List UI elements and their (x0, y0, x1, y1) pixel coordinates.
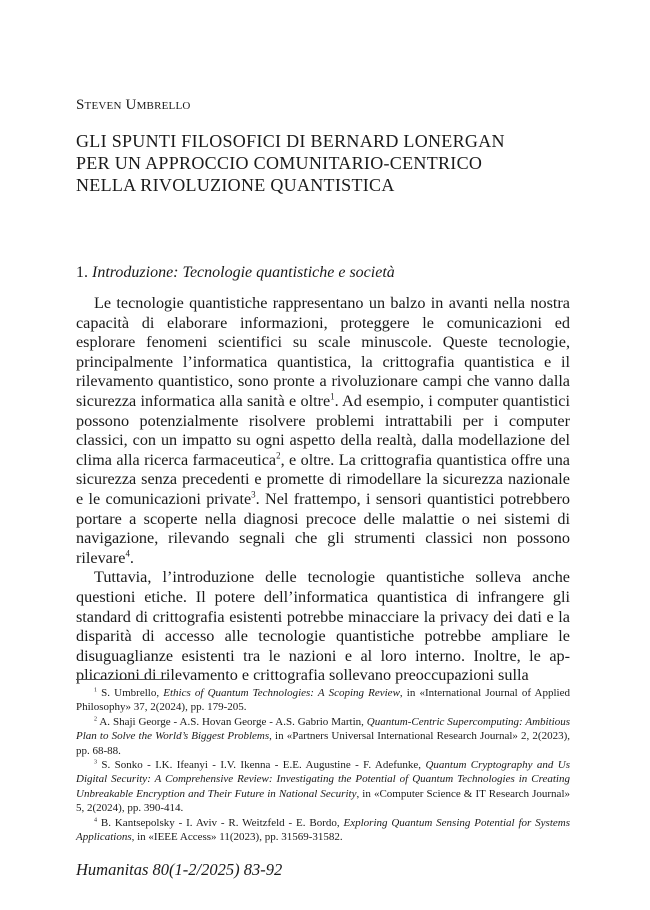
footnote-authors: B. Kantsepolsky - I. Aviv - R. Weitzfeld - E. Bordo, (100, 816, 344, 829)
footnote-work-title: Quantum Cryptography and Us Digital Security: A Comprehensive Review: Investigating the Potential of Quantum Technologies in Creating Unbreakable Encryption and Their Future in National Security (76, 759, 571, 800)
footnote-ref[interactable]: 2 (276, 450, 281, 461)
footnote-source: , in «International Journal of Applied Philosophy» 37, 2(2024), pp. 179-205. (76, 687, 570, 714)
footnote (76, 686, 570, 715)
section-number: 1. (76, 264, 88, 281)
paragraph-text: . (129, 548, 134, 567)
paragraph-text: Le tecnologie quantistiche rappresentano un balzo in avanti nella nostra capacità di elaborare informazioni, proteggere le comunicazioni ed esplorare fenomeni scientifici su scale minuscole. Queste tecnologie, principalmente l’informatica quantistica, la crittografia quantistica e il rilevamento quantistico, sono pronte a rivoluzionare campi che vanno dalla sicurezza informatica alla sanità e oltre (76, 294, 570, 410)
title-line: NELLA RIVOLUZIONE QUANTISTICA (76, 175, 395, 195)
footnote-ref[interactable]: 1 (330, 391, 335, 402)
footnote-ref[interactable]: 4 (125, 548, 130, 559)
footnote (76, 816, 570, 845)
footnote-source: , in «Computer Science & IT Research Journal» 5, 2(2024), pp. 390-414. (76, 787, 570, 815)
footnote-number: 3 (94, 759, 98, 766)
footnote (76, 758, 570, 816)
title-line: GLI SPUNTI FILOSOFICI DI BERNARD LONERGAN (76, 131, 505, 151)
footnote-source: , in «Partners Universal International Research Journal» 2, 2(2023), pp. 68-88. (76, 730, 570, 757)
title-line: PER UN APPROCCIO COMUNITARIO-CENTRICO (76, 153, 483, 173)
footnote-divider (76, 679, 170, 680)
paragraph (76, 294, 570, 568)
footnote-work-title: Quantum-Centric Supercomputing: Ambitious Plan to Solve the World’s Biggest Problems (76, 715, 570, 743)
section-title: Introduzione: Tecnologie quantistiche e società (92, 264, 395, 281)
author-name: Steven Umbrello (76, 97, 191, 113)
paragraph-text: . Ad esempio, i computer quantistici possono potenzialmente risolvere problemi intrattabili per i computer classici, con un impatto su ogni aspetto della realtà, dalla modellazione del clima alla ricerca farmaceutica (76, 391, 570, 469)
footnote-source: , in «IEEE Access» 11(2023), pp. 31569-31582. (131, 831, 343, 844)
paragraph: Tuttavia, l’introduzione delle tecnologie quantistiche solleva anche questioni etiche. Il potere dell’informatica quantistica di infrangere gli standard di crittografia esistenti potrebbe minacciare la privacy dei dati e la disparità di accesso alle tecnologie quantistiche potrebbe ampliare le disuguaglianze esistenti tra le nazioni e al loro interno. Inoltre, le applicazioni di rilevamento e crittografia sollevano preoccupazioni sulla (76, 568, 570, 685)
footnote-work-title: Exploring Quantum Sensing Potential for Systems Applications (76, 816, 570, 844)
footnote-authors: S. Sonko - I.K. Ifeanyi - I.V. Ikenna - E.E. Augustine - F. Adefunke, (101, 759, 426, 772)
paragraph-text: , e oltre. La crittografia quantistica offre una sicurezza senza precedenti e promette di rimodellare la sicurezza nazionale e le comunicazioni private (76, 450, 570, 508)
footnote-number: 1 (94, 687, 98, 694)
footnote-number: 2 (94, 716, 98, 723)
article-title (76, 130, 596, 196)
footnote-work-title: Ethics of Quantum Technologies: A Scoping Review (163, 687, 400, 699)
footnote-authors: A. Shaji George - A.S. Hovan George - A.S. Gabrio Martin, (99, 715, 367, 728)
footnote (76, 715, 570, 758)
journal-citation: Humanitas 80(1-2/2025) 83-92 (76, 860, 283, 879)
footnote-number: 4 (94, 817, 98, 823)
footnote-ref[interactable]: 3 (251, 489, 256, 500)
footnote-authors: S. Umbrello, (101, 687, 164, 699)
body-text (76, 294, 570, 686)
section-heading (76, 264, 395, 282)
footnotes (76, 686, 570, 844)
paragraph-text: . Nel frattempo, i sensori quantistici potrebbero portare a scoperte nella diagnosi precoce delle malattie o nei sistemi di navigazione, rilevando segnali che gli strumenti classici non possono rilevare (76, 489, 570, 567)
